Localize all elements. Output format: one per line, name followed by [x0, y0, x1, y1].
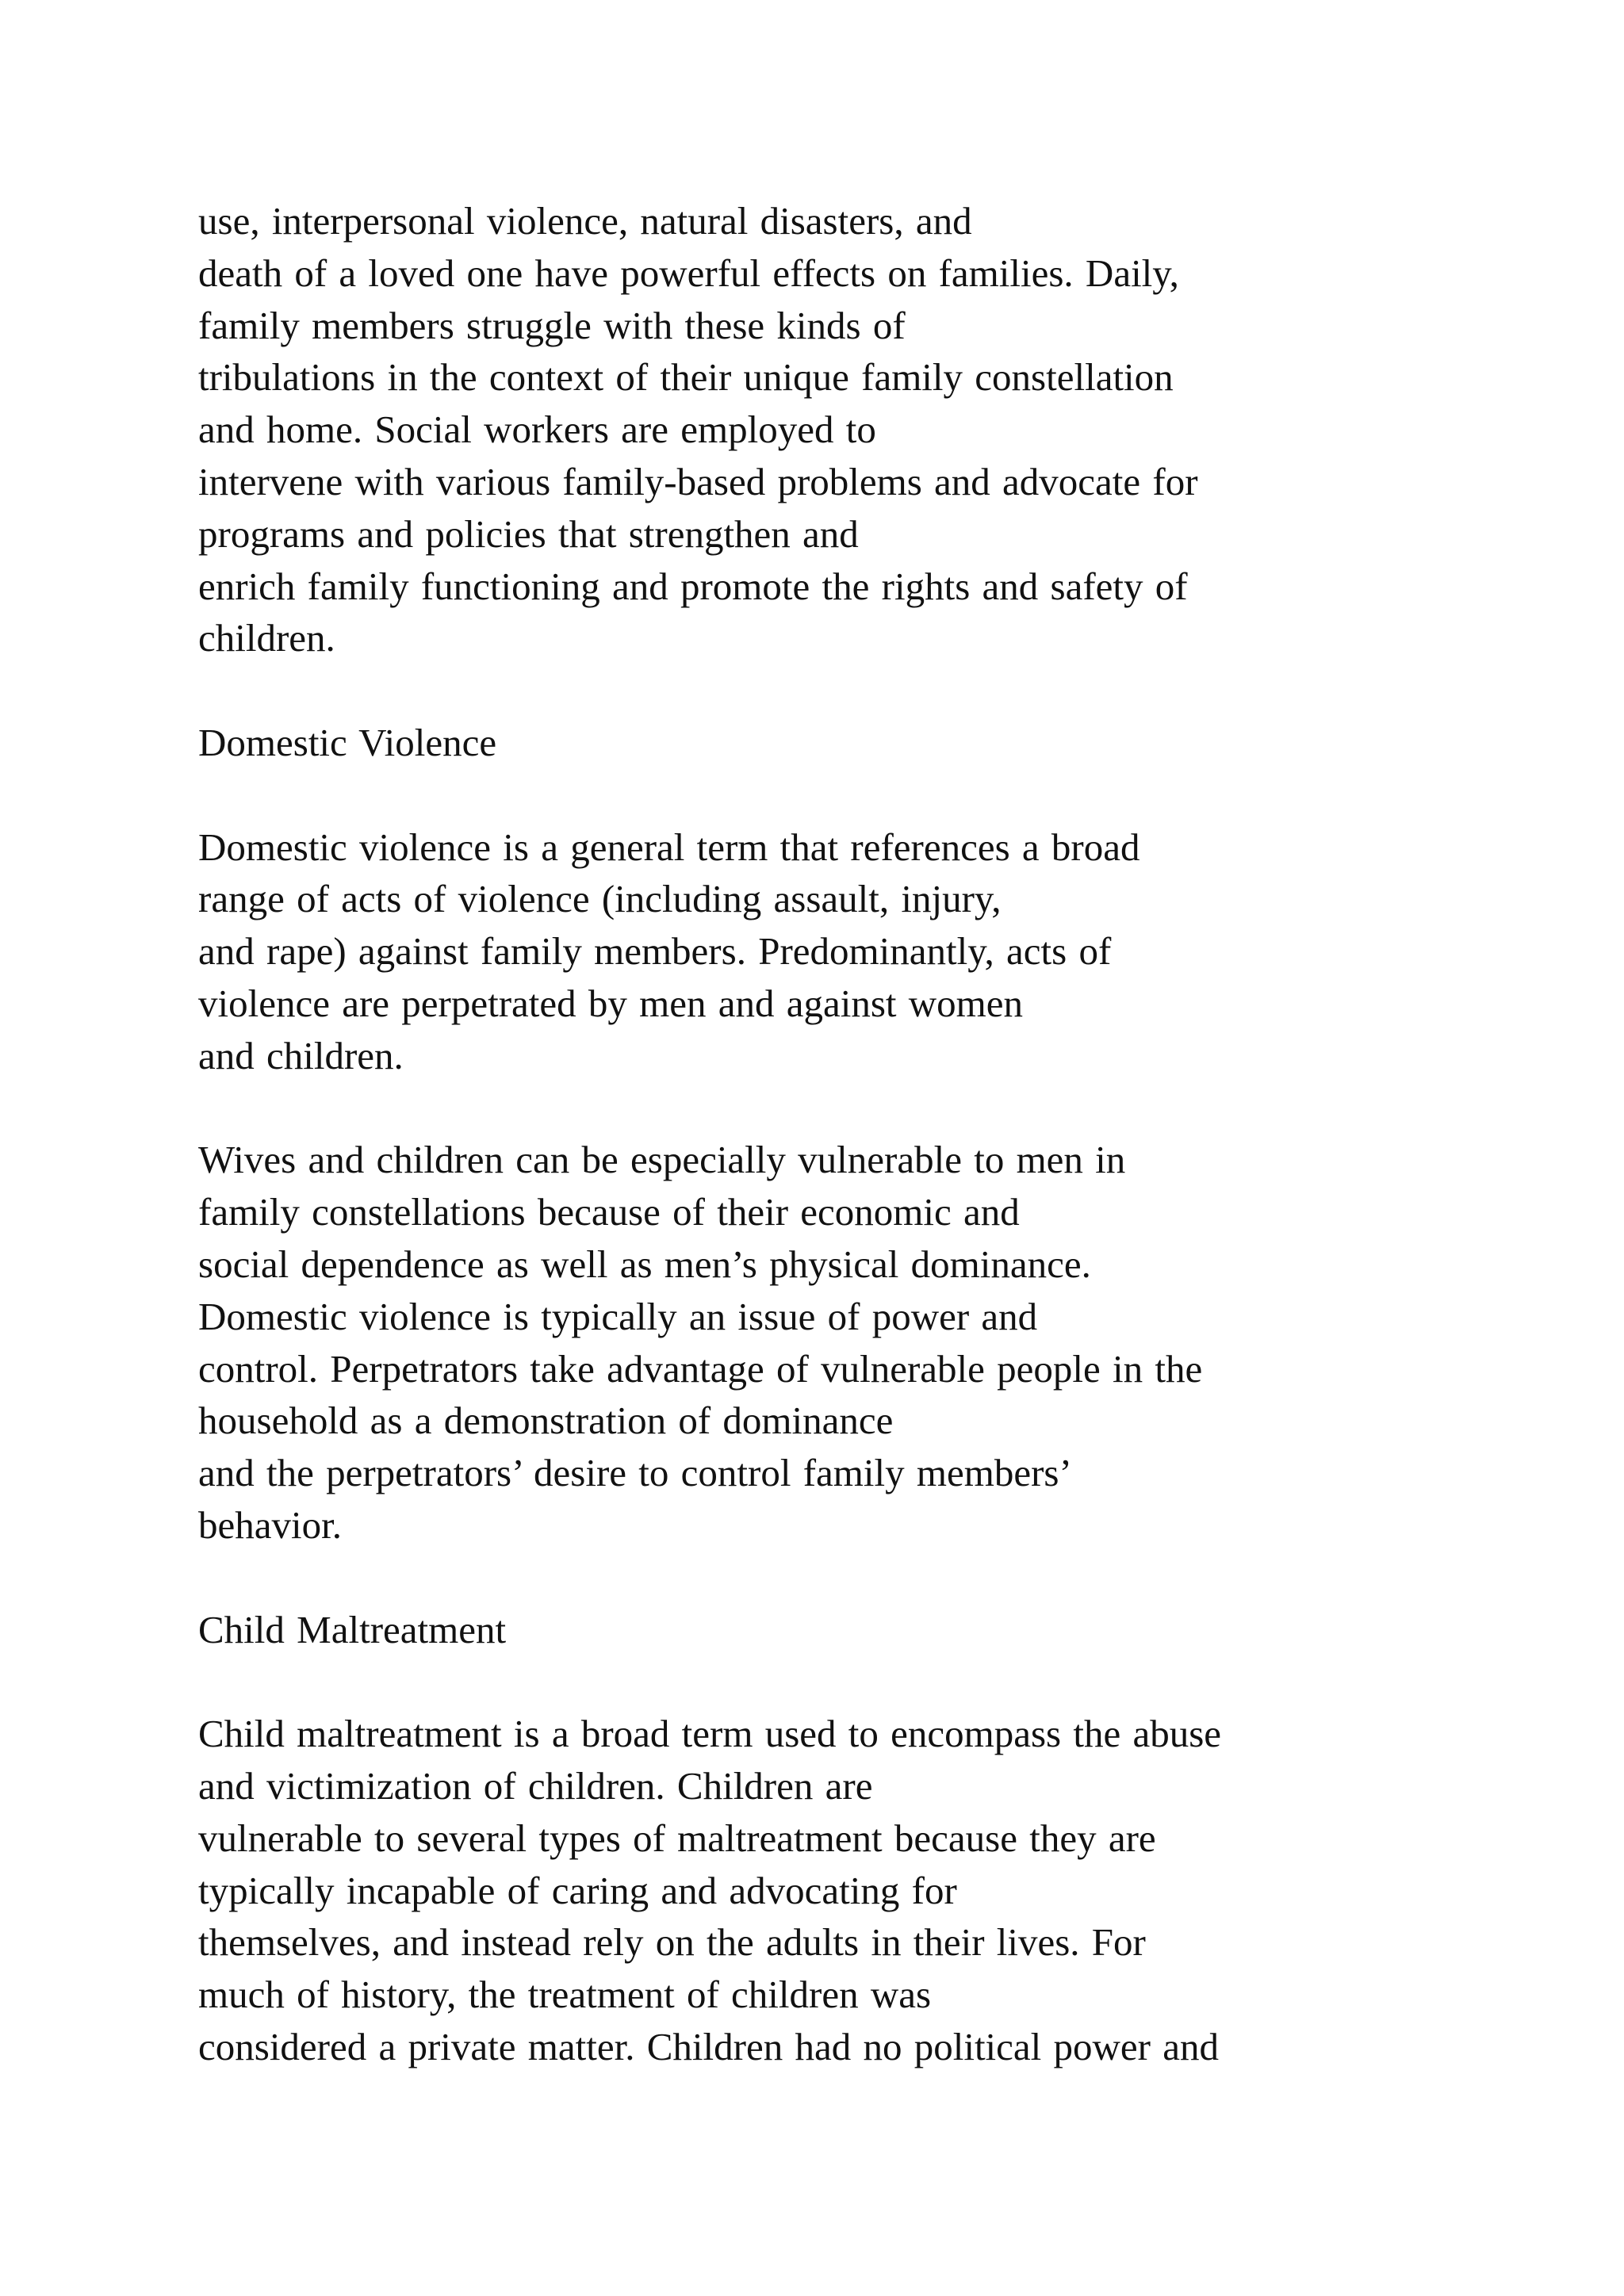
text-line: tribulations in the context of their unique family constellation	[198, 355, 1174, 400]
text-line: Domestic violence is typically an issue of power and	[198, 1294, 1038, 1338]
text-line: intervene with various family-based problems and advocate for	[198, 459, 1198, 503]
section-heading: Domestic Violence	[198, 720, 497, 764]
text-line: much of history, the treatment of children was	[198, 1973, 932, 2017]
paragraph-intro	[198, 195, 1515, 664]
text-line: enrich family functioning and promote the rights and safety of	[198, 564, 1188, 608]
paragraph-gap	[198, 664, 1515, 717]
text-line: death of a loved one have powerful effects on families. Daily,	[198, 251, 1179, 295]
text-line: Domestic violence is a general term that references a broad	[198, 825, 1140, 869]
text-line: behavior.	[198, 1502, 342, 1547]
text-line: considered a private matter. Children had no political power and	[198, 2024, 1219, 2068]
text-line: use, interpersonal violence, natural disasters, and	[198, 199, 972, 243]
paragraph-gap	[198, 769, 1515, 821]
paragraph-child-maltreatment-1	[198, 1708, 1515, 2073]
text-line: children.	[198, 616, 335, 660]
text-line: Child maltreatment is a broad term used to encompass the abuse	[198, 1712, 1222, 1756]
section-heading: Child Maltreatment	[198, 1607, 507, 1651]
paragraph-domestic-violence-2	[198, 1134, 1515, 1551]
text-line: family members struggle with these kinds of	[198, 303, 906, 347]
text-line: family constellations because of their economic and	[198, 1190, 1020, 1234]
text-line: and home. Social workers are employed to	[198, 408, 876, 452]
text-line: and children.	[198, 1033, 404, 1077]
text-line: control. Perpetrators take advantage of vulnerable people in the	[198, 1346, 1203, 1391]
heading-child-maltreatment	[198, 1604, 1515, 1656]
text-line: and victimization of children. Children are	[198, 1763, 873, 1808]
paragraph-domestic-violence-1	[198, 821, 1515, 1082]
text-line: violence are perpetrated by men and against women	[198, 981, 1024, 1025]
text-line: typically incapable of caring and advocating for	[198, 1868, 957, 1912]
text-line: themselves, and instead rely on the adults in their lives. For	[198, 1920, 1146, 1965]
text-line: social dependence as well as men’s physical dominance.	[198, 1242, 1091, 1286]
text-line: programs and policies that strengthen and	[198, 511, 859, 556]
document-body	[198, 195, 1515, 2073]
paragraph-gap	[198, 1082, 1515, 1135]
text-line: and the perpetrators’ desire to control family members’	[198, 1451, 1072, 1495]
text-line: Wives and children can be especially vulnerable to men in	[198, 1138, 1126, 1182]
text-line: vulnerable to several types of maltreatment because they are	[198, 1816, 1156, 1860]
paragraph-gap	[198, 1655, 1515, 1708]
paragraph-gap	[198, 1552, 1515, 1604]
text-line: household as a demonstration of dominance	[198, 1399, 894, 1443]
heading-domestic-violence	[198, 717, 1515, 769]
text-line: and rape) against family members. Predominantly, acts of	[198, 929, 1112, 974]
text-line: range of acts of violence (including assault, injury,	[198, 877, 1002, 921]
